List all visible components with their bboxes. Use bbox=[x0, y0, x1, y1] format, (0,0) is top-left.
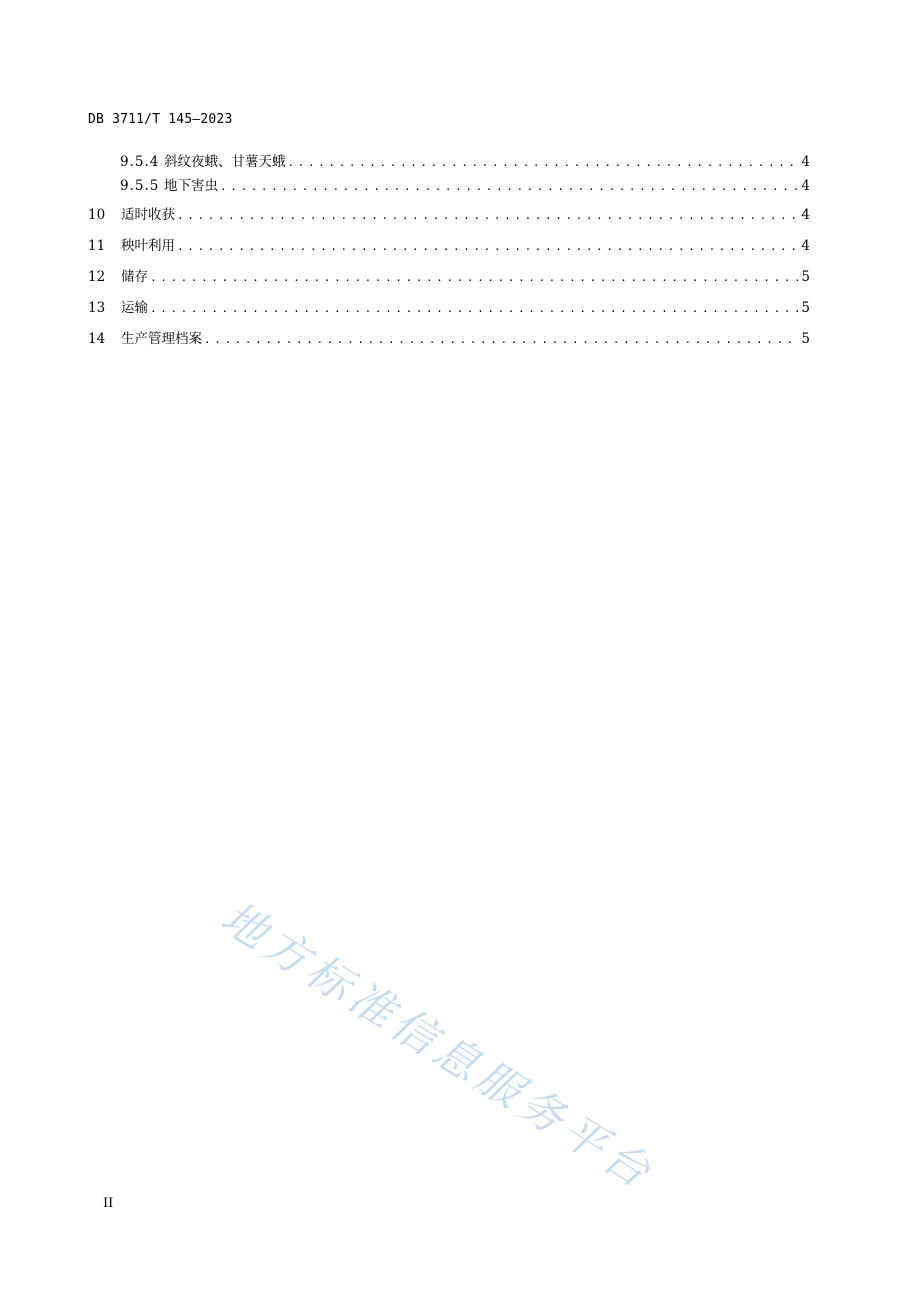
toc-dot-leader bbox=[150, 299, 799, 319]
toc-dot-leader bbox=[177, 237, 799, 257]
toc-entry-title: 秧叶利用 bbox=[121, 238, 175, 254]
toc-entry-9-5-5[interactable] bbox=[120, 176, 810, 196]
toc-entry-number: 9.5.5 bbox=[120, 178, 160, 194]
toc-entry-14[interactable] bbox=[88, 329, 810, 349]
toc-dot-leader bbox=[177, 206, 799, 226]
toc-entry-9-5-4[interactable] bbox=[120, 152, 810, 172]
toc-entry-title: 地下害虫 bbox=[164, 178, 218, 194]
toc-entry-page: 5 bbox=[801, 300, 810, 316]
toc-entry-number: 14 bbox=[88, 331, 106, 347]
toc-entry-page: 4 bbox=[801, 154, 810, 170]
toc-entry-title: 运输 bbox=[121, 300, 148, 316]
toc-entry-number: 9.5.4 bbox=[120, 154, 160, 170]
toc-entry-page: 4 bbox=[801, 238, 810, 254]
toc-entry-13[interactable] bbox=[88, 298, 810, 318]
toc-entry-12[interactable] bbox=[88, 267, 810, 287]
toc-entry-10[interactable] bbox=[88, 205, 810, 225]
toc-entry-number: 13 bbox=[88, 300, 106, 316]
toc-entry-title: 斜纹夜蛾、甘薯天蛾 bbox=[164, 154, 286, 170]
toc-entry-11[interactable] bbox=[88, 236, 810, 256]
toc-entry-number: 11 bbox=[88, 238, 106, 254]
toc-entry-title: 适时收获 bbox=[121, 207, 175, 223]
toc-entry-number: 10 bbox=[88, 207, 106, 223]
toc-entry-number: 12 bbox=[88, 269, 106, 285]
page-number: II bbox=[103, 1196, 114, 1211]
toc-entry-page: 4 bbox=[801, 207, 810, 223]
toc-entry-page: 4 bbox=[801, 178, 810, 194]
toc-dot-leader bbox=[220, 177, 799, 197]
watermark: 地方标准信息服务平台 bbox=[212, 892, 664, 1201]
toc-dot-leader bbox=[288, 153, 800, 173]
document-code: DB 3711/T 145—2023 bbox=[88, 112, 233, 127]
toc-entry-title: 储存 bbox=[121, 269, 148, 285]
toc-dot-leader bbox=[204, 330, 799, 350]
toc-entry-page: 5 bbox=[801, 331, 810, 347]
toc-dot-leader bbox=[150, 268, 799, 288]
toc-entry-page: 5 bbox=[801, 269, 810, 285]
toc-entry-title: 生产管理档案 bbox=[121, 331, 202, 347]
